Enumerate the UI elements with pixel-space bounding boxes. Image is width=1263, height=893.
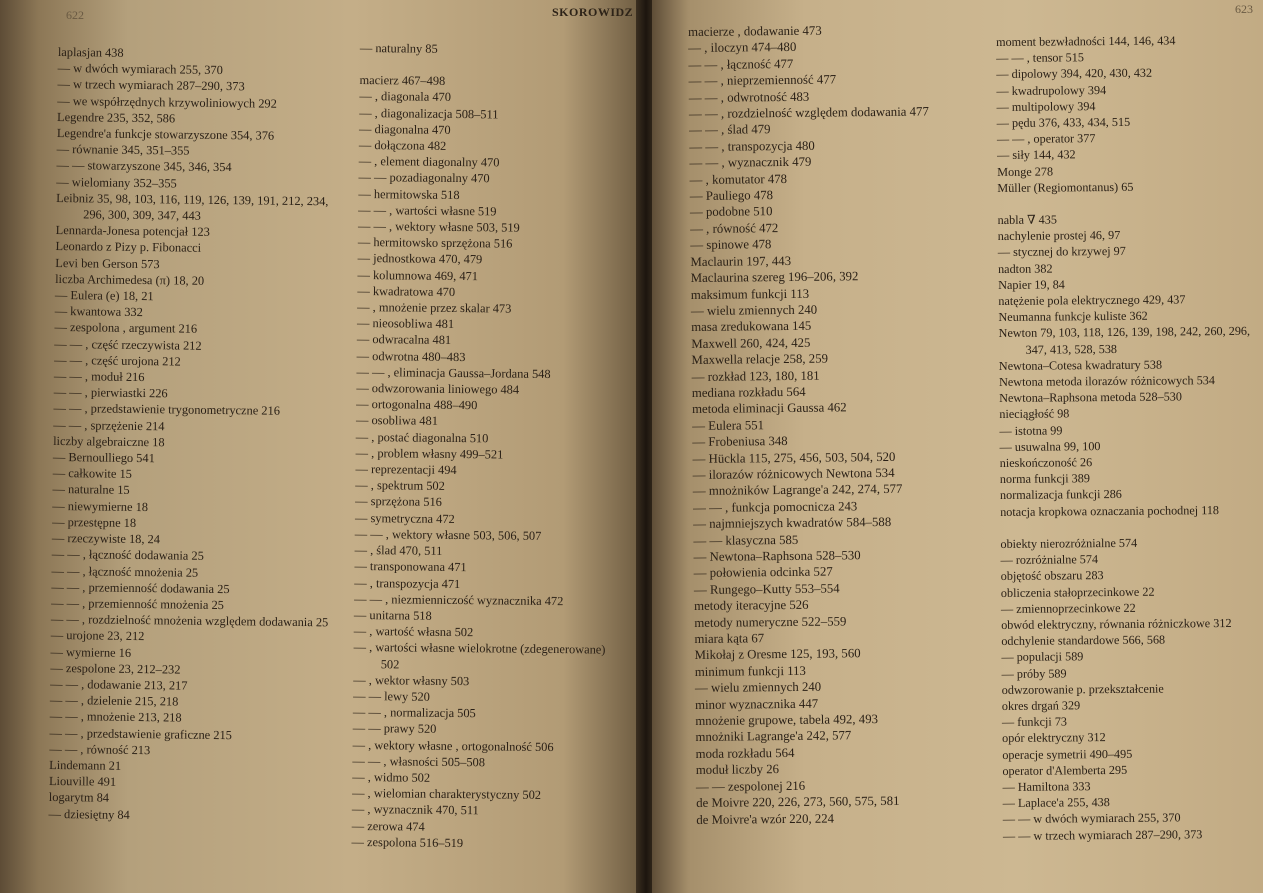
index-entry: — populacji 589 <box>1001 649 1084 665</box>
index-entry: opór elektryczny 312 <box>1002 730 1106 746</box>
index-entry: — , transpozycja 471 <box>354 575 461 591</box>
index-entry: — , komutator 478 <box>689 171 788 187</box>
index-entry: — — w trzech wymiarach 287–290, 373 <box>1002 826 1203 843</box>
index-entry: — — prawy 520 <box>352 721 437 737</box>
index-entry: — — , pierwiastki 226 <box>53 385 168 401</box>
index-entry: — Frobeniusa 348 <box>692 434 788 450</box>
index-entry: — Eulera (e) 18, 21 <box>54 288 154 304</box>
index-entry: operacje symetrii 490–495 <box>1002 746 1133 762</box>
index-entry: Maclaurina szereg 196–206, 392 <box>690 269 859 286</box>
index-entry: Leibniz 35, 98, 103, 116, 119, 126, 139, 191, 212, 234, 296, 300, 309, 347, 443 <box>56 190 329 223</box>
index-entry: — usuwalna 99, 100 <box>999 438 1101 454</box>
index-entry: — dołączona 482 <box>358 138 447 153</box>
index-entry: Newtona–Raphsona metoda 528–530 <box>999 389 1183 406</box>
index-entry: — unitarna 518 <box>353 607 432 623</box>
index-entry: — we współrzędnych krzywoliniowych 292 <box>57 93 277 111</box>
index-entry: — transponowana 471 <box>354 559 467 575</box>
index-entry: — , widmo 502 <box>352 769 431 785</box>
index-entry: mediana rozkładu 564 <box>691 384 806 400</box>
index-entry: — w trzech wymiarach 287–290, 373 <box>57 77 245 94</box>
index-entry: — sprzężona 516 <box>355 494 442 510</box>
index-entry: — — , łączność 477 <box>688 56 794 72</box>
index-entry: mnożniki Lagrange'a 242, 577 <box>695 728 852 745</box>
index-entry: — — , sprzężenie 214 <box>53 417 165 434</box>
index-entry: — ortogonalna 488–490 <box>356 397 478 413</box>
index-entry: — naturalne 15 <box>52 482 130 498</box>
index-entry: — , problem własny 499–521 <box>355 445 504 462</box>
index-column-2 <box>352 40 632 853</box>
index-entry: — , spektrum 502 <box>355 478 445 494</box>
index-entry: — — , wartości własne 519 <box>358 202 497 219</box>
index-entry: — odwzorowania liniowego 484 <box>356 381 520 397</box>
index-entry: — , iloczyn 474–480 <box>688 40 797 56</box>
index-entry: — — , wektory własne 503, 519 <box>357 219 520 235</box>
index-entry: — Eulera 551 <box>692 417 765 433</box>
index-entry: — w dwóch wymiarach 255, 370 <box>57 61 223 78</box>
index-entry: Neumanna funkcje kuliste 362 <box>998 308 1148 325</box>
index-entry: macierze , dodawanie 473 <box>688 23 822 39</box>
index-entry: nabla ∇ 435 <box>997 212 1057 228</box>
index-entry: — zmiennoprzecinkowe 22 <box>1000 600 1136 616</box>
index-entry: — — , przemienność dodawania 25 <box>51 579 230 596</box>
index-entry: — , diagonala 470 <box>359 89 452 105</box>
index-entry: — rozkład 123, 180, 181 <box>691 368 820 384</box>
index-entry: — urojone 23, 212 <box>50 628 145 644</box>
index-entry: — rzeczywiste 18, 24 <box>51 531 161 547</box>
index-entry: — ilorazów różnicowych Newtona 534 <box>692 465 895 482</box>
index-entry: — — zespolonej 216 <box>695 778 806 794</box>
index-entry: de Moivre 220, 226, 273, 560, 575, 581 <box>696 793 900 811</box>
index-entry: — dziesiętny 84 <box>48 806 130 822</box>
index-entry: metody iteracyjne 526 <box>694 597 809 614</box>
index-entry: — Pauliego 478 <box>689 188 774 204</box>
index-entry: notacja kropkowa oznaczania pochodnej 118 <box>1000 502 1220 519</box>
index-entry: obiekty nierozróżnialne 574 <box>1000 535 1138 551</box>
index-entry: — , wektory własne , ortogonalność 506 <box>352 737 554 754</box>
index-entry: minor wyznacznika 447 <box>695 696 819 712</box>
running-head: SKOROWIDZ <box>552 5 634 19</box>
index-entry: — , wyznacznik 470, 511 <box>351 802 479 818</box>
index-entry: nadton 382 <box>997 261 1053 276</box>
index-entry: — najmniejszych kwadratów 584–588 <box>693 515 892 532</box>
index-entry: moda rozkładu 564 <box>695 745 795 761</box>
index-entry: — podobne 510 <box>689 204 773 220</box>
index-entry: Maxwella relacje 258, 259 <box>691 351 829 368</box>
index-entry: liczba Archimedesa (π) 18, 20 <box>55 271 205 288</box>
index-entry: — — klasyczna 585 <box>693 532 799 548</box>
index-entry: obliczenia stałoprzecinkowe 22 <box>1000 584 1155 600</box>
index-entry: — zespolone 23, 212–232 <box>50 660 181 677</box>
right-page <box>652 0 1263 893</box>
index-entry: — siły 144, 432 <box>996 147 1076 163</box>
index-entry: Newtona–Cotesa kwadratury 538 <box>998 357 1163 373</box>
index-entry: — jednostkowa 470, 479 <box>357 251 483 267</box>
index-entry: — , wartości własne wielokrotne (zdegenerowane) 502 <box>353 640 606 671</box>
index-entry: de Moivre'a wzór 220, 224 <box>696 811 835 827</box>
index-entry: — — , moduł 216 <box>53 369 145 385</box>
index-entry: miara kąta 67 <box>694 631 765 646</box>
index-entry: Monge 278 <box>997 164 1054 179</box>
index-entry: — — stowarzyszone 345, 346, 354 <box>56 158 232 175</box>
index-entry: — — , mnożenie 213, 218 <box>49 709 182 725</box>
index-entry: minimum funkcji 113 <box>694 663 806 679</box>
index-entry: mnożenie grupowe, tabela 492, 493 <box>695 712 879 729</box>
index-entry: Müller (Regiomontanus) 65 <box>997 179 1134 195</box>
index-entry: — Rungego–Kutty 553–554 <box>693 581 840 597</box>
index-entry: — Bernoulliego 541 <box>52 450 155 466</box>
index-entry: masa zredukowana 145 <box>691 319 812 335</box>
index-entry: — — , funkcja pomocnicza 243 <box>692 499 858 515</box>
index-entry: Lennarda-Jonesa potencjał 123 <box>55 223 210 240</box>
index-entry: — wielu zmiennych 240 <box>694 679 822 696</box>
index-entry: — kwadratowa 470 <box>357 283 456 299</box>
index-entry: Legendre'a funkcje stowarzyszone 354, 376 <box>56 126 275 143</box>
index-entry: — , równość 472 <box>690 220 779 236</box>
index-entry: — niewymierne 18 <box>52 498 149 514</box>
index-entry: — — , niezmienniczość wyznacznika 472 <box>354 591 564 608</box>
index-entry: — wielomiany 352–355 <box>56 174 177 191</box>
index-entry: — — , ślad 479 <box>689 122 771 138</box>
index-entry: metoda eliminacji Gaussa 462 <box>691 400 847 417</box>
index-entry: — — , wektory własne 503, 506, 507 <box>354 526 542 543</box>
index-entry: nachylenie prostej 46, 97 <box>997 228 1121 244</box>
index-entry: — multipolowy 394 <box>996 98 1096 114</box>
index-entry: — kolumnowa 469, 471 <box>357 267 479 283</box>
index-entry: — pędu 376, 433, 434, 515 <box>996 114 1131 131</box>
index-entry: Legendre 235, 352, 586 <box>57 109 176 126</box>
index-entry: — — , łączność dodawania 25 <box>51 547 204 564</box>
index-entry: — stycznej do krzywej 97 <box>997 244 1126 260</box>
index-entry: — nieosobliwa 481 <box>356 316 455 332</box>
index-entry: — — , wyznacznik 479 <box>689 154 812 171</box>
index-entry: — — , łączność mnożenia 25 <box>51 563 199 580</box>
index-entry: Leonardo z Pizy p. Fibonacci <box>55 239 202 256</box>
index-entry: — — , rozdzielność mnożenia względem dodawania 25 <box>50 612 329 630</box>
index-entry: — wielu zmiennych 240 <box>690 302 818 318</box>
index-entry: laplasjan 438 <box>57 44 124 60</box>
index-entry: — — , rozdzielność względem dodawania 477 <box>688 104 929 122</box>
index-entry: — — , transpozycja 480 <box>689 138 815 154</box>
index-entry: — hermitowska 518 <box>358 186 460 202</box>
index-entry: — równanie 345, 351–355 <box>56 142 190 158</box>
index-entry: — spinowe 478 <box>690 237 772 253</box>
index-entry: — , wielomian charakterystyczny 502 <box>352 786 542 803</box>
index-entry: — — , część urojona 212 <box>54 352 181 369</box>
index-entry: nieskończoność 26 <box>999 455 1093 471</box>
index-entry: — — , operator 377 <box>996 131 1096 147</box>
index-entry: — połowienia odcinka 527 <box>693 564 833 581</box>
index-entry: — istotna 99 <box>999 423 1063 438</box>
index-entry: — — , część rzeczywista 212 <box>54 336 202 353</box>
index-entry: logarytm 84 <box>48 790 110 806</box>
index-entry: metody numeryczne 522–559 <box>694 613 847 630</box>
index-entry: Liouville 491 <box>48 774 117 789</box>
left-page-number: 622 <box>66 8 84 22</box>
index-entry: odwzorowanie p. przekształcenie <box>1001 681 1164 697</box>
index-entry: — — , nieprzemienność 477 <box>688 72 837 89</box>
index-entry: — funkcji 73 <box>1001 714 1068 730</box>
index-entry: — , postać diagonalna 510 <box>355 429 489 446</box>
index-entry: Newtona metoda ilorazów różnicowych 534 <box>998 373 1216 390</box>
index-entry: odchylenie standardowe 566, 568 <box>1001 632 1166 649</box>
right-page-number: 623 <box>1235 2 1253 16</box>
index-entry: — symetryczna 472 <box>354 510 455 526</box>
index-entry: — reprezentacji 494 <box>355 462 457 478</box>
index-column-1 <box>48 44 347 825</box>
index-entry: — , wartość własna 502 <box>353 624 474 640</box>
index-entry: — przestępne 18 <box>52 514 137 530</box>
index-entry: — wymierne 16 <box>50 644 132 660</box>
index-entry: — — , dzielenie 215, 218 <box>49 693 179 709</box>
index-entry: — zerowa 474 <box>351 818 425 834</box>
index-entry: okres drgań 329 <box>1001 698 1081 713</box>
index-entry: — — , równość 213 <box>49 741 151 757</box>
index-entry: operator d'Alemberta 295 <box>1002 762 1128 778</box>
index-entry: — , ślad 470, 511 <box>354 543 443 558</box>
index-entry: — — , tensor 515 <box>996 50 1084 66</box>
index-entry: Maxwell 260, 424, 425 <box>691 335 811 351</box>
index-column-3 <box>688 21 976 828</box>
index-entry: Levi ben Gerson 573 <box>55 255 160 271</box>
index-entry: Napier 19, 84 <box>998 277 1065 292</box>
index-entry: — Laplace'a 255, 438 <box>1002 795 1110 811</box>
index-entry: — — , normalizacja 505 <box>352 705 476 721</box>
index-entry: — — lewy 520 <box>353 688 430 704</box>
index-entry: — Newtona–Raphsona 528–530 <box>693 548 861 564</box>
index-entry: obwód elektryczny, równania różniczkowe 312 <box>1001 615 1232 632</box>
index-column-4 <box>996 32 1263 844</box>
index-entry: — odwrotna 480–483 <box>356 348 466 364</box>
index-entry: — osobliwa 481 <box>355 413 439 429</box>
index-entry: — , wektor własny 503 <box>353 672 470 688</box>
index-entry: — — , własności 505–508 <box>352 753 486 770</box>
index-entry: Newton 79, 103, 118, 126, 139, 198, 242, 260, 296, 347, 413, 528, 538 <box>998 324 1251 357</box>
index-entry: — — , odwrotność 483 <box>688 89 810 105</box>
index-entry: — hermitowsko sprzężona 516 <box>357 235 513 251</box>
index-entry: norma funkcji 389 <box>999 471 1090 487</box>
index-entry: — Hamiltona 333 <box>1002 779 1091 794</box>
index-entry: maksimum funkcji 113 <box>690 286 810 302</box>
index-entry: — mnożników Lagrange'a 242, 274, 577 <box>692 482 903 499</box>
index-entry: liczby algebraiczne 18 <box>53 433 165 450</box>
index-entry: — — , przemienność mnożenia 25 <box>51 595 224 612</box>
index-entry: Mikołaj z Oresme 125, 193, 560 <box>694 646 861 663</box>
index-entry: — , element diagonalny 470 <box>358 154 500 170</box>
index-entry: — zespolona , argument 216 <box>54 320 198 337</box>
index-entry: — zespolona 516–519 <box>351 834 464 850</box>
index-entry: macierz 467–498 <box>359 73 446 89</box>
index-entry: — próby 589 <box>1001 665 1067 681</box>
index-entry: — rozróżnialne 574 <box>1000 552 1099 568</box>
index-entry: — naturalny 85 <box>359 40 438 56</box>
index-entry: objętość obszaru 283 <box>1000 568 1104 584</box>
index-entry: — — w dwóch wymiarach 255, 370 <box>1002 810 1181 827</box>
index-entry: Maclaurin 197, 443 <box>690 253 792 269</box>
index-entry: — kwadrupolowy 394 <box>996 82 1107 98</box>
index-entry: normalizacja funkcji 286 <box>999 487 1122 503</box>
index-entry: moment bezwładności 144, 146, 434 <box>996 33 1176 49</box>
index-entry: — — , dodawanie 213, 217 <box>50 676 188 693</box>
index-entry: natężenie pola elektrycznego 429, 437 <box>998 292 1186 309</box>
index-entry: Lindemann 21 <box>49 757 122 773</box>
index-entry: — — , przedstawienie graficzne 215 <box>49 725 233 742</box>
index-entry: — dipolowy 394, 420, 430, 432 <box>996 66 1153 82</box>
index-entry: — , mnożenie przez skalar 473 <box>357 300 512 316</box>
index-entry: — , diagonalizacja 508–511 <box>359 105 499 122</box>
index-entry: — kwantowa 332 <box>54 304 143 320</box>
index-entry: moduł liczby 26 <box>695 762 780 778</box>
index-entry: — odwracalna 481 <box>356 332 452 348</box>
index-entry: — całkowite 15 <box>52 466 132 482</box>
index-entry: — Hückla 115, 275, 456, 503, 504, 520 <box>692 449 896 466</box>
index-entry: — — , eliminacja Gaussa–Jordana 548 <box>356 364 551 381</box>
index-entry: nieciągłość 98 <box>999 406 1070 422</box>
index-entry: — — , przedstawienie trygonometryczne 216 <box>53 401 281 419</box>
index-entry: — — pozadiagonalny 470 <box>358 170 490 186</box>
index-entry: — diagonalna 470 <box>358 121 451 137</box>
